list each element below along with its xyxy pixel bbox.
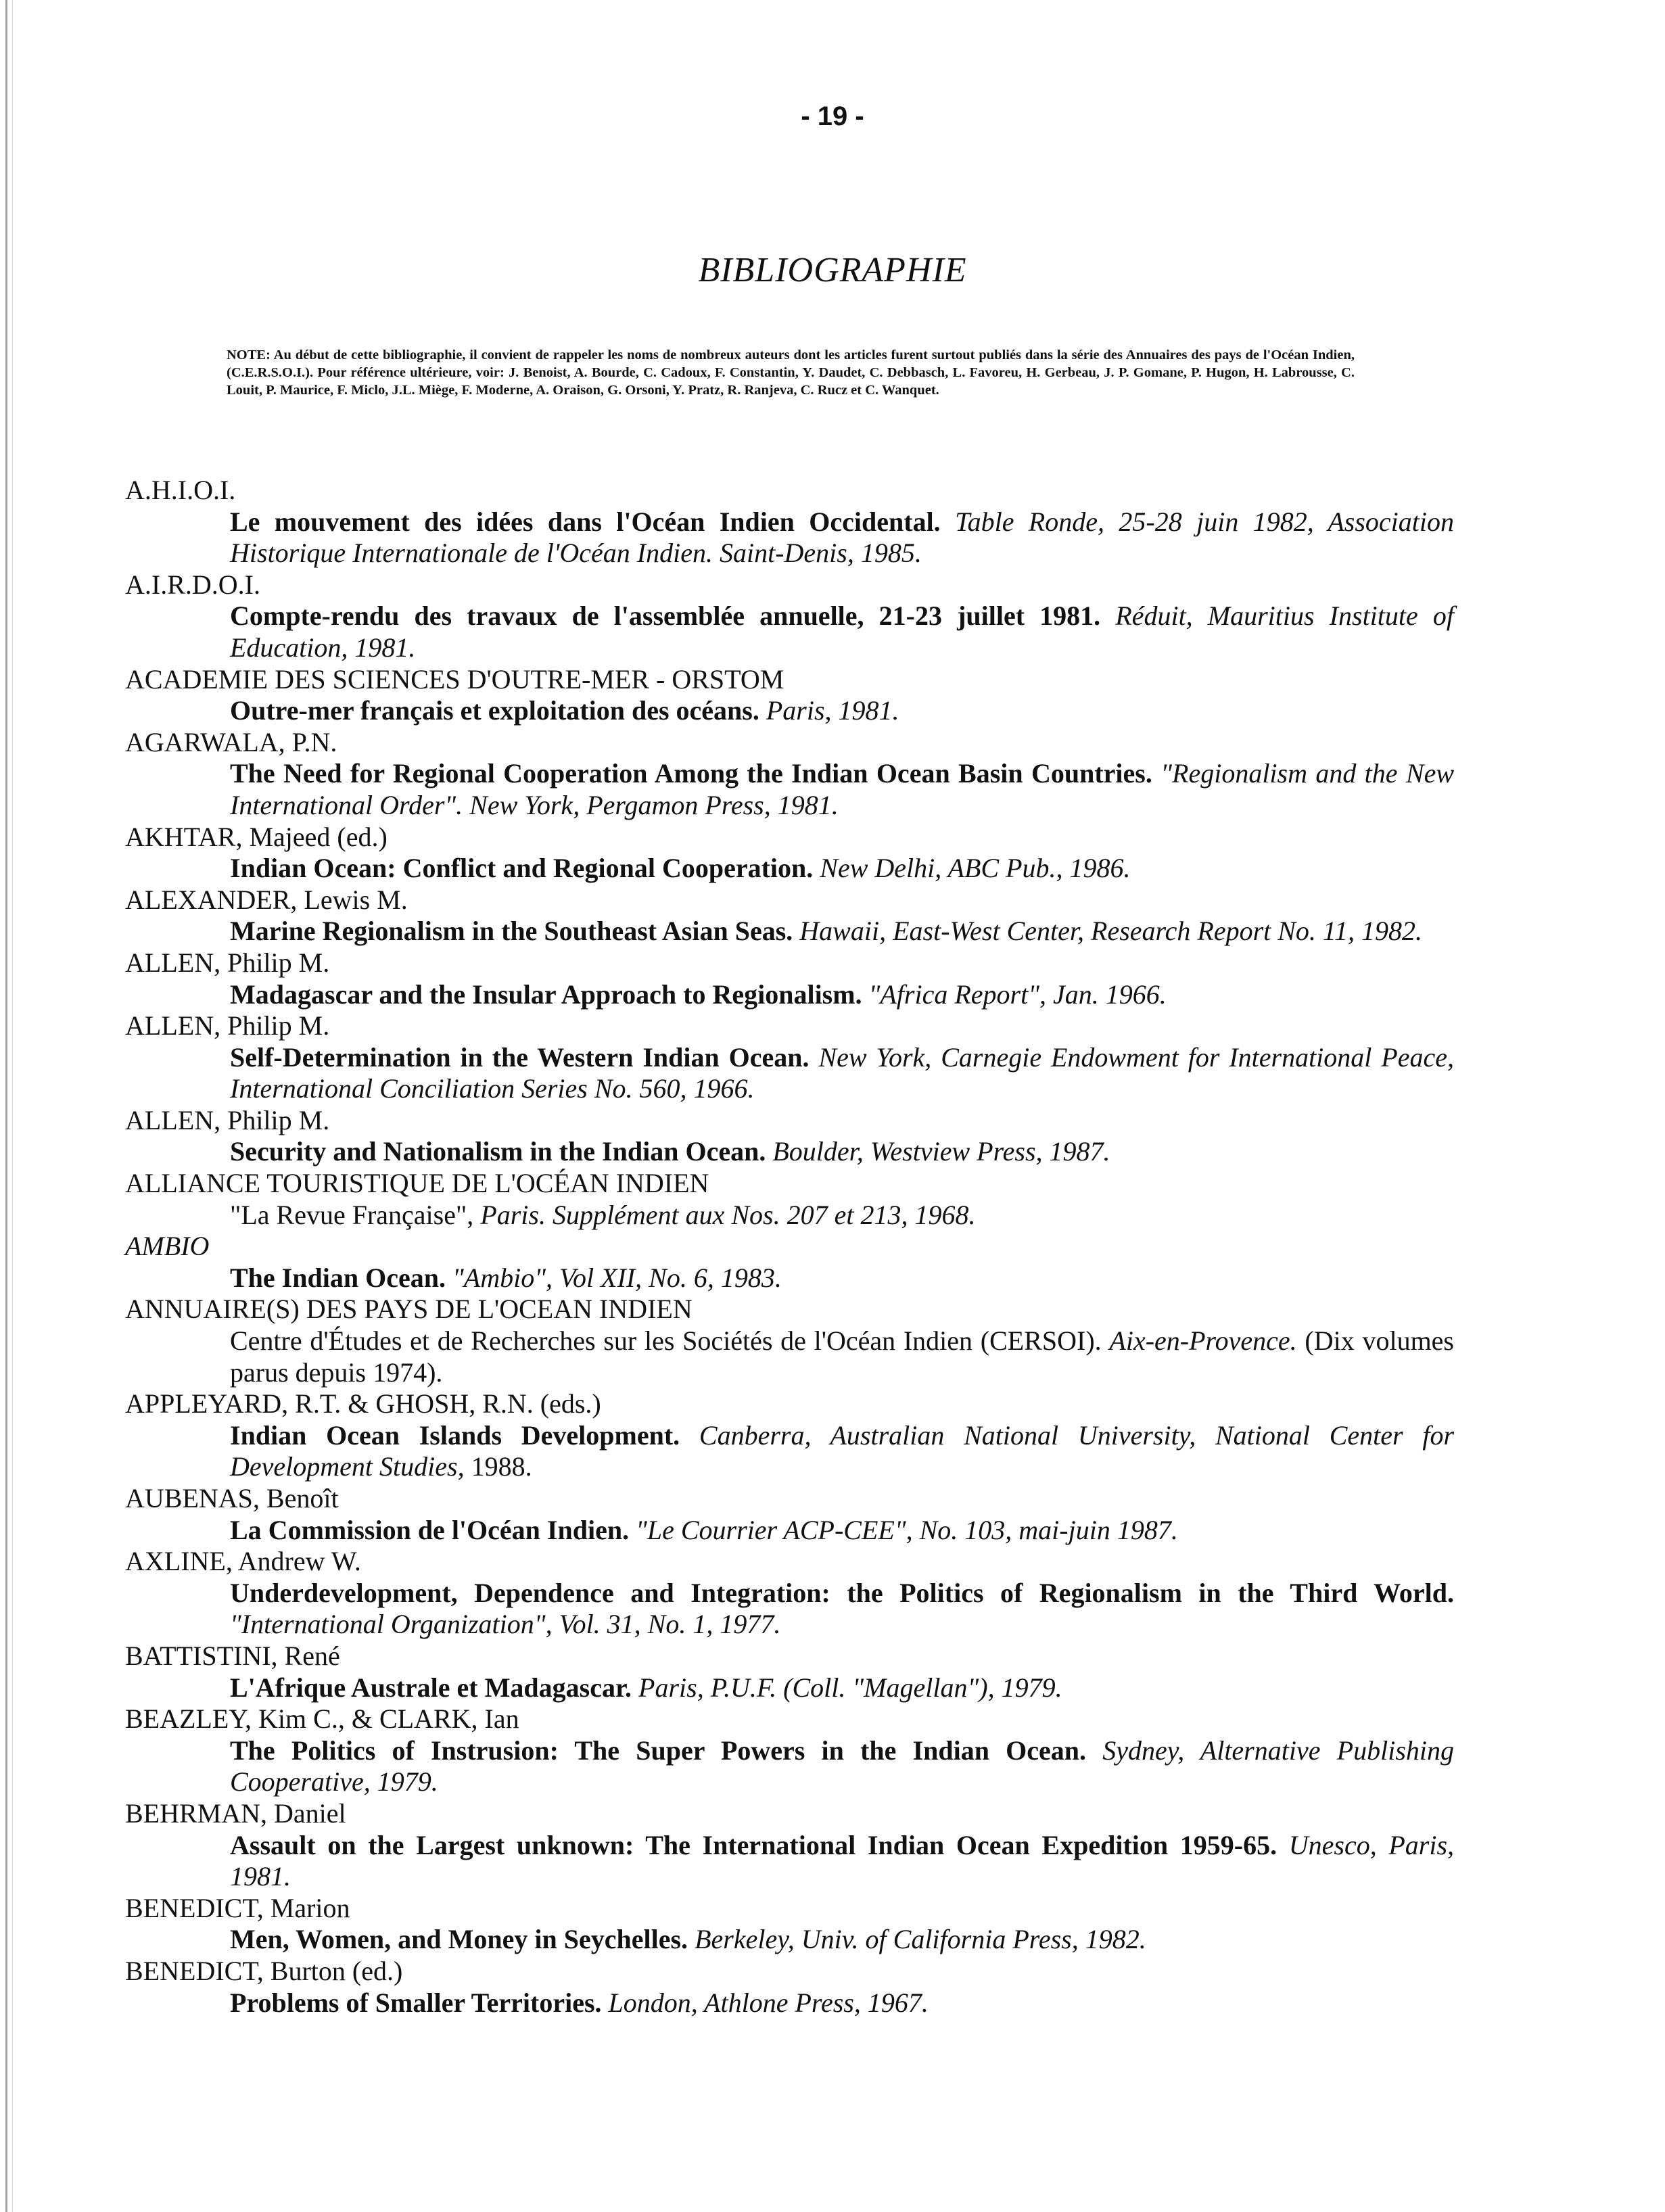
entry-author: AGARWALA, P.N. [125, 726, 337, 757]
entry-publication: Hawaii, East-West Center, Research Report No. 11, 1982. [799, 916, 1422, 947]
entry-title: The Politics of Instrusion: The Super Powers in the Indian Ocean. [230, 1735, 1087, 1766]
entry-title: The Need for Regional Cooperation Among the Indian Ocean Basin Countries. [230, 758, 1152, 789]
entry-work [230, 1735, 1454, 1798]
entry-author: AKHTAR, Majeed (ed.) [125, 821, 388, 852]
entry-work [230, 1987, 1454, 2019]
entry-author: ALEXANDER, Lewis M. [125, 884, 408, 915]
bibliography-entry [125, 947, 1454, 1010]
bibliography-entry [125, 885, 1454, 947]
entry-author: A.I.R.D.O.I. [125, 569, 260, 600]
entry-title: Underdevelopment, Dependence and Integration: the Politics of Regionalism in the Third World. [230, 1577, 1454, 1608]
entry-publication: Paris, P.U.F. (Coll. "Magellan"), 1979. [638, 1672, 1062, 1703]
entry-work [230, 601, 1454, 663]
entry-work [230, 1924, 1454, 1956]
entry-author: A.H.I.O.I. [125, 475, 236, 505]
entry-publication: "Le Courrier ACP-CEE", No. 103, mai-juin 1987. [636, 1514, 1178, 1545]
entry-work [230, 916, 1454, 947]
bibliography-entry [125, 1893, 1454, 1956]
bibliography-entry [125, 1703, 1454, 1798]
entry-title: Marine Regionalism in the Southeast Asian Seas. [230, 916, 793, 947]
entry-title: L'Afrique Australe et Madagascar. [230, 1672, 632, 1703]
page-number: - 19 - [801, 101, 864, 131]
entry-work [230, 1136, 1454, 1168]
entry-publication: Unesco, Paris, 1981. [230, 1829, 1455, 1892]
scan-edge-line-secondary [12, 0, 13, 2212]
bibliography-entry [125, 1105, 1454, 1168]
entry-author: ALLEN, Philip M. [125, 1010, 330, 1041]
entry-author: BEAZLEY, Kim C., & CLARK, Ian [125, 1703, 519, 1735]
entry-author: AMBIO [125, 1231, 210, 1262]
entry-work [230, 1263, 1454, 1294]
bibliography-entry [125, 475, 1454, 569]
entry-work [230, 1200, 1454, 1231]
entry-author: ANNUAIRE(S) DES PAYS DE L'OCEAN INDIEN [125, 1294, 693, 1325]
entry-title: Problems of Smaller Territories. [230, 1987, 602, 2018]
entry-title: Outre-mer français et exploitation des océans. [230, 695, 759, 726]
bibliography-entry [125, 1168, 1454, 1231]
entry-author: BENEDICT, Burton (ed.) [125, 1955, 403, 1986]
entry-title: Le mouvement des idées dans l'Océan Indien Occidental. [230, 506, 941, 537]
scan-edge-line [5, 0, 7, 2212]
entry-publication-note: (Dix volumes parus depuis 1974). [230, 1325, 1454, 1388]
entry-title: Indian Ocean Islands Development. [230, 1419, 680, 1451]
entry-publication: Aix-en-Provence. [1109, 1325, 1297, 1357]
entry-work [230, 1420, 1454, 1483]
entry-author: APPLEYARD, R.T. & GHOSH, R.N. (eds.) [125, 1388, 601, 1419]
entry-author: ALLEN, Philip M. [125, 1104, 330, 1135]
entry-publication-plain: "La Revue Française", [230, 1199, 481, 1230]
entry-work [230, 1515, 1454, 1547]
entry-publication: "Africa Report", Jan. 1966. [868, 979, 1167, 1010]
bibliography-entry [125, 1798, 1454, 1893]
entry-work [230, 695, 1454, 727]
bibliography-entry [125, 1010, 1454, 1105]
bibliography-list [125, 475, 1454, 2019]
entry-work [230, 507, 1454, 569]
entry-title: The Indian Ocean. [230, 1262, 446, 1293]
bibliography-entry [125, 727, 1454, 822]
bibliography-entry [125, 664, 1454, 727]
bibliography-entry [125, 1231, 1454, 1294]
entry-publication: Berkeley, Univ. of California Press, 1982. [695, 1924, 1146, 1955]
entry-work [230, 1672, 1454, 1704]
entry-work [230, 1830, 1454, 1893]
entry-title: Assault on the Largest unknown: The International Indian Ocean Expedition 1959-65. [230, 1829, 1277, 1860]
entry-title: Self-Determination in the Western Indian Ocean. [230, 1041, 810, 1073]
bibliography-entry [125, 1546, 1454, 1641]
entry-publication: Paris, 1981. [766, 695, 899, 726]
bibliography-entry [125, 1388, 1454, 1483]
page-title: BIBLIOGRAPHIE [698, 251, 967, 289]
entry-publication: "International Organization", Vol. 31, No. 1, 1977. [230, 1609, 781, 1640]
entry-publication: "Regionalism and the New International Order". New York, Pergamon Press, 1981. [230, 758, 1455, 820]
entry-publication: "Ambio", Vol XII, No. 6, 1983. [452, 1262, 782, 1293]
entry-publication: New York, Carnegie Endowment for International Peace, International Conciliation Series No. 560, 1966. [230, 1041, 1455, 1104]
entry-author: AXLINE, Andrew W. [125, 1546, 361, 1577]
bibliography-entry [125, 1294, 1454, 1388]
entry-publication: Boulder, Westview Press, 1987. [772, 1136, 1110, 1167]
entry-work [230, 1578, 1454, 1641]
entry-author: BATTISTINI, René [125, 1640, 340, 1671]
entry-publication: Sydney, Alternative Publishing Cooperative, 1979. [230, 1735, 1455, 1797]
entry-publication: London, Athlone Press, 1967. [608, 1987, 929, 2018]
entry-work [230, 1325, 1454, 1388]
entry-author: AUBENAS, Benoît [125, 1483, 339, 1513]
bibliography-entry [125, 1956, 1454, 2019]
entry-author: BENEDICT, Marion [125, 1892, 350, 1923]
entry-author: ALLEN, Philip M. [125, 947, 330, 978]
entry-title: Security and Nationalism in the Indian Ocean. [230, 1136, 766, 1167]
entry-publication: Réduit, Mauritius Institute of Education, 1981. [230, 601, 1454, 663]
entry-publication-note: 1988. [464, 1451, 532, 1482]
bibliography-entry [125, 1483, 1454, 1546]
entry-title: Compte-rendu des travaux de l'assemblée annuelle, 21-23 juillet 1981. [230, 601, 1101, 632]
entry-title: Madagascar and the Insular Approach to Regionalism. [230, 979, 862, 1010]
entry-author: ALLIANCE TOURISTIQUE DE L'OCÉAN INDIEN [125, 1168, 709, 1199]
entry-publication: Table Ronde, 25-28 juin 1982, Association Historique Internationale de l'Océan Indien. Saint-Denis, 1985. [230, 506, 1454, 569]
entry-title: La Commission de l'Océan Indien. [230, 1514, 630, 1545]
entry-publication-plain: Centre d'Études et de Recherches sur les Sociétés de l'Océan Indien (CERSOI). [230, 1325, 1110, 1357]
entry-work [230, 758, 1454, 821]
entry-work [230, 1042, 1454, 1105]
entry-publication: New Delhi, ABC Pub., 1986. [820, 853, 1131, 884]
bibliography-entry [125, 822, 1454, 885]
entry-title: Indian Ocean: Conflict and Regional Cooperation. [230, 853, 814, 884]
entry-work [230, 853, 1454, 885]
bibliography-entry [125, 1641, 1454, 1703]
bibliography-note: NOTE: Au début de cette bibliographie, il convient de rappeler les noms de nombreux auteurs dont les articles furent surtout publiés dans la série des Annuaires des pays de l'Océan Indien, (C.E.R.S.O.I.). Pour référence ultérieure, voir: J. Benoist, A. Bourde, C. Cadoux, F. Constantin, Y. Daudet, C. Debbasch, L. Favoreu, H. Gerbeau, J. P. Gomane, P. Hugon, H. Labrousse, C. Louit, P. Maurice, F. Miclo, J.L. Miège, F. Moderne, A. Oraison, G. Orsoni, Y. Pratz, R. Ranjeva, C. Rucz et C. Wanquet. [227, 348, 1355, 398]
entry-author: BEHRMAN, Daniel [125, 1797, 346, 1829]
entry-author: ACADEMIE DES SCIENCES D'OUTRE-MER - ORSTOM [125, 663, 784, 695]
entry-work [230, 979, 1454, 1011]
bibliography-entry [125, 569, 1454, 664]
entry-publication: Paris. Supplément aux Nos. 207 et 213, 1968. [480, 1199, 976, 1230]
entry-publication: Canberra, Australian National University, National Center for Development Studies, [230, 1419, 1455, 1482]
entry-title: Men, Women, and Money in Seychelles. [230, 1924, 688, 1955]
